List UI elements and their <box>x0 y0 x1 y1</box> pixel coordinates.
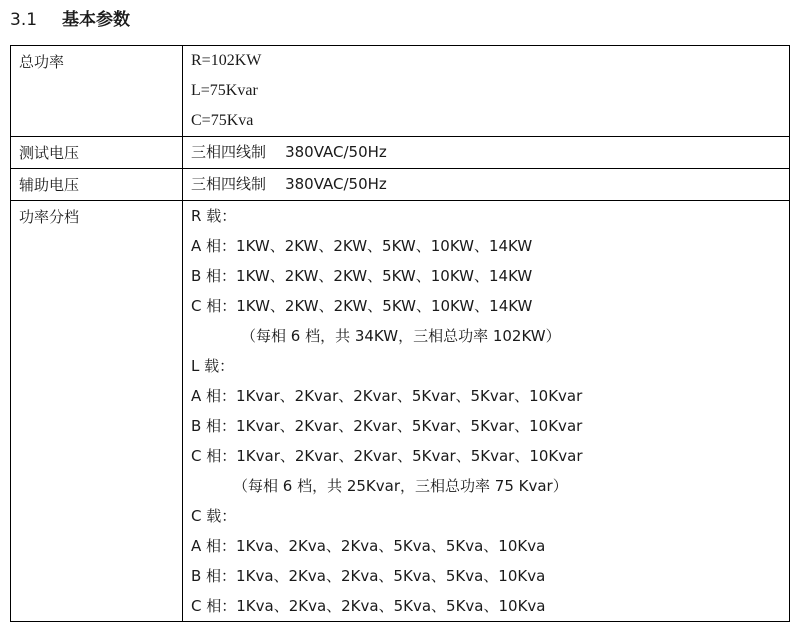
r-load-phase-c: C 相：1KW、2KW、2KW、5KW、10KW、14KW <box>191 297 533 315</box>
table-row <box>11 137 790 169</box>
c-load-phase-b: B 相：1Kva、2Kva、2Kva、5Kva、5Kva、10Kva <box>191 567 546 585</box>
table-row <box>11 169 790 201</box>
total-power-value-cell <box>183 46 790 137</box>
aux-voltage-label: 辅助电压 <box>19 176 80 194</box>
test-voltage-label: 测试电压 <box>19 144 80 162</box>
section-heading <box>10 6 130 34</box>
test-voltage-value-cell <box>183 137 790 169</box>
r-load-phase-b: B 相：1KW、2KW、2KW、5KW、10KW、14KW <box>191 267 533 285</box>
row-label-cell <box>11 46 183 137</box>
l-load-phase-b: B 相：1Kvar、2Kvar、2Kvar、5Kvar、5Kvar、10Kvar <box>191 417 583 435</box>
power-steps-value-cell <box>183 201 790 622</box>
r-load-title: R 载： <box>191 207 237 225</box>
l-load-phase-a: A 相：1Kvar、2Kvar、2Kvar、5Kvar、5Kvar、10Kvar <box>191 387 583 405</box>
row-label-cell <box>11 169 183 201</box>
parameters-table <box>10 45 790 622</box>
row-label-cell <box>11 137 183 169</box>
c-load-phase-a: A 相：1Kva、2Kva、2Kva、5Kva、5Kva、10Kva <box>191 537 546 555</box>
aux-voltage-value-cell <box>183 169 790 201</box>
test-voltage-value: 三相四线制 380VAC/50Hz <box>191 143 387 161</box>
row-label-cell <box>11 201 183 622</box>
l-load-note: （每相 6 档，共 25Kvar，三相总功率 75 Kvar） <box>233 477 568 495</box>
total-power-r: R=102KW <box>191 52 262 69</box>
r-load-phase-a: A 相：1KW、2KW、2KW、5KW、10KW、14KW <box>191 237 533 255</box>
l-load-phase-c: C 相：1Kvar、2Kvar、2Kvar、5Kvar、5Kvar、10Kvar <box>191 447 583 465</box>
table-row <box>11 46 790 137</box>
table-row <box>11 201 790 622</box>
r-load-note: （每相 6 档，共 34KW，三相总功率 102KW） <box>241 327 561 345</box>
power-steps-label: 功率分档 <box>19 208 80 226</box>
total-power-l: L=75Kvar <box>191 82 258 99</box>
total-power-label: 总功率 <box>19 53 65 71</box>
total-power-c: C=75Kva <box>191 112 254 129</box>
section-number: 3.1 <box>10 10 38 30</box>
section-title: 基本参数 <box>62 10 130 30</box>
aux-voltage-value: 三相四线制 380VAC/50Hz <box>191 175 387 193</box>
c-load-title: C 载： <box>191 507 237 525</box>
c-load-phase-c: C 相：1Kva、2Kva、2Kva、5Kva、5Kva、10Kva <box>191 597 546 615</box>
l-load-title: L 载： <box>191 357 235 375</box>
